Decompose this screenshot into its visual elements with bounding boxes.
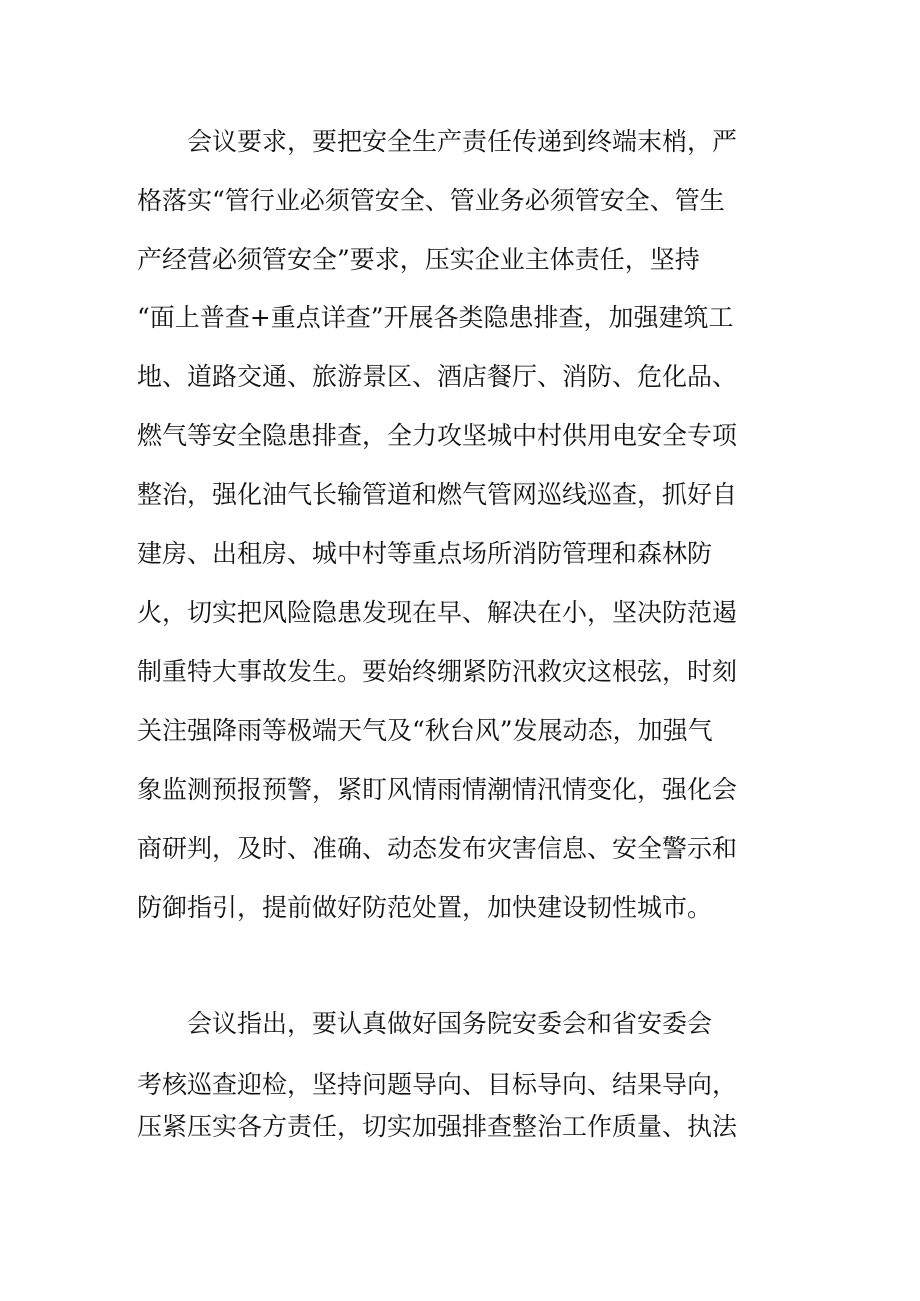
p1-line-12: 象监测预报预警，紧盯风情雨情潮情汛情变化，强化会 [137,775,738,804]
p1-line-6: 燃气等安全隐患排查，全力攻坚城中村供用电安全专项 [137,421,738,450]
p1-line-11: 关注强降雨等极端天气及“秋台风”发展动态，加强气 [137,716,713,745]
p1-line-3: 产经营必须管安全”要求，压实企业主体责任，坚持 [137,245,700,274]
p1-line-10: 制重特大事故发生。要始终绷紧防汛救灾这根弦，时刻 [137,657,738,686]
p1-line-4: “面上普查+重点详查”开展各类隐患排查，加强建筑工 [137,303,734,332]
p1-line-14: 防御指引，提前做好防范处置，加快建设韧性城市。 [137,893,713,922]
p2-line-1: 会议指出，要认真做好国务院安委会和省安委会 [137,1009,713,1038]
p1-line-1: 会议要求，要把安全生产责任传递到终端末梢，严 [137,127,738,156]
p1-line-5: 地、道路交通、旅游景区、酒店餐厅、消防、危化品、 [137,362,738,391]
p1-line-9: 火，切实把风险隐患发现在早、解决在小，坚决防范遏 [137,598,738,627]
p2-line-2: 考核巡查迎检，坚持问题导向、目标导向、结果导向， [137,1070,738,1099]
p1-line-13: 商研判，及时、准确、动态发布灾害信息、安全警示和 [137,834,738,863]
p2-line-3: 压紧压实各方责任，切实加强排查整治工作质量、执法 [137,1112,738,1141]
p1-line-2: 格落实“管行业必须管安全、管业务必须管安全、管生 [137,186,725,215]
p1-line-7: 整治，强化油气长输管道和燃气管网巡线巡查，抓好自 [137,480,738,509]
p1-line-8: 建房、出租房、城中村等重点场所消防管理和森林防 [137,539,713,568]
